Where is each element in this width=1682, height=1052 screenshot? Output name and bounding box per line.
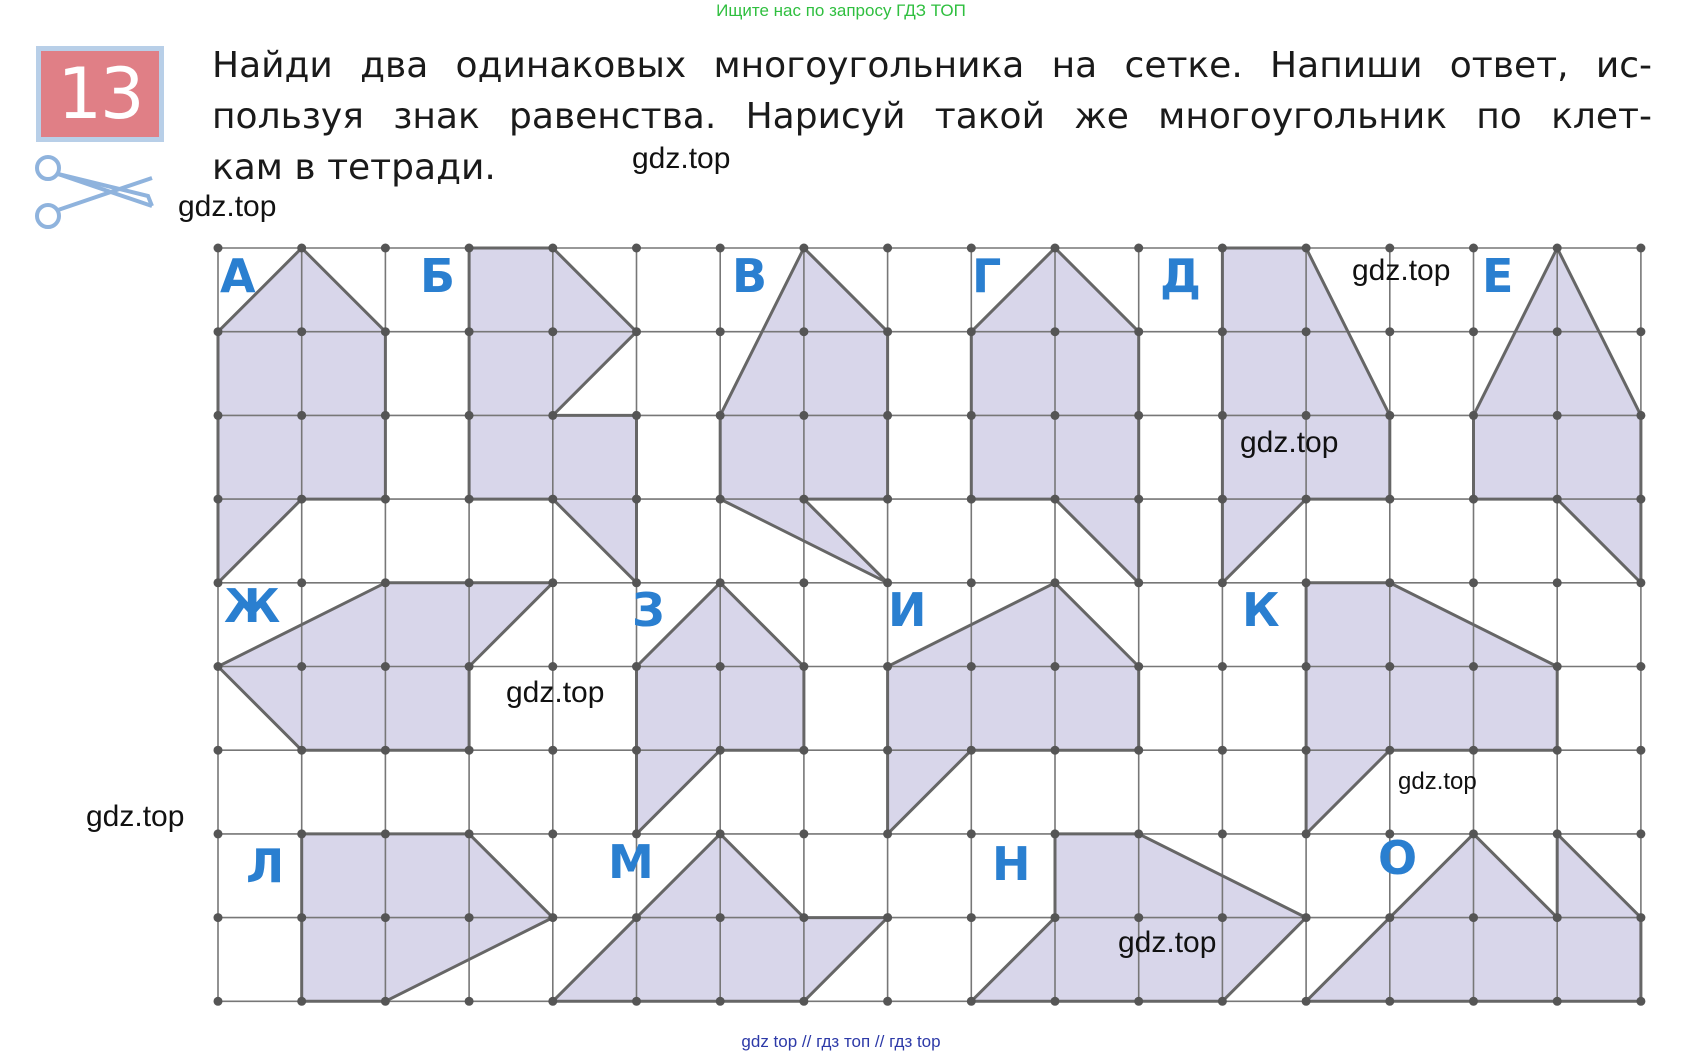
grid-node <box>883 495 892 504</box>
figure-label-z: З <box>632 583 665 637</box>
figure-label-o: О <box>1378 831 1418 885</box>
grid-node <box>1553 829 1562 838</box>
grid-node <box>1051 662 1060 671</box>
grid-node <box>1636 662 1645 671</box>
grid-node <box>297 997 306 1006</box>
grid-node <box>632 662 641 671</box>
grid-node <box>799 746 808 755</box>
grid-node <box>214 997 223 1006</box>
grid-node <box>1469 746 1478 755</box>
grid-node <box>1469 829 1478 838</box>
grid-node <box>214 495 223 504</box>
grid-node <box>214 746 223 755</box>
grid-node <box>1553 913 1562 922</box>
figure-label-l: Л <box>246 839 285 893</box>
grid-node <box>1134 913 1143 922</box>
figure-label-a: А <box>220 249 256 303</box>
grid-node <box>1636 997 1645 1006</box>
grid-node <box>967 327 976 336</box>
grid-node <box>1302 327 1311 336</box>
top-note: Ищите нас по запросу ГДЗ ТОП <box>716 1 966 20</box>
grid-node <box>883 411 892 420</box>
grid-node <box>716 662 725 671</box>
grid-node <box>1051 495 1060 504</box>
grid-node <box>967 495 976 504</box>
grid-node <box>1385 662 1394 671</box>
grid-node <box>1134 327 1143 336</box>
grid-node <box>548 829 557 838</box>
grid-node <box>716 578 725 587</box>
grid-node <box>548 997 557 1006</box>
grid-node <box>465 829 474 838</box>
grid-node <box>883 244 892 253</box>
watermark: gdz.top <box>1398 768 1477 795</box>
grid-node <box>297 327 306 336</box>
grid-node <box>1051 578 1060 587</box>
grid-node <box>1469 411 1478 420</box>
grid-node <box>1302 997 1311 1006</box>
grid-node <box>1051 997 1060 1006</box>
grid-node <box>548 495 557 504</box>
grid-node <box>465 746 474 755</box>
grid-node <box>297 411 306 420</box>
figure-label-i: И <box>888 583 927 637</box>
task-number: 13 <box>57 53 143 135</box>
grid-node <box>716 829 725 838</box>
figure-label-v: В <box>732 249 768 303</box>
grid-node <box>799 997 808 1006</box>
grid-node <box>548 411 557 420</box>
grid-node <box>883 746 892 755</box>
grid-node <box>548 746 557 755</box>
grid-node <box>1218 411 1227 420</box>
grid-node <box>883 913 892 922</box>
grid-node <box>297 662 306 671</box>
grid-node <box>1302 244 1311 253</box>
grid-node <box>799 829 808 838</box>
grid-node <box>1051 327 1060 336</box>
grid-node <box>214 578 223 587</box>
grid-node <box>632 495 641 504</box>
grid-node <box>297 495 306 504</box>
grid-node <box>465 662 474 671</box>
grid-node <box>1385 244 1394 253</box>
grid-node <box>1553 327 1562 336</box>
grid-node <box>1218 662 1227 671</box>
grid-node <box>465 997 474 1006</box>
grid-node <box>1385 913 1394 922</box>
grid-node <box>1385 578 1394 587</box>
grid-node <box>1302 495 1311 504</box>
grid-node <box>465 244 474 253</box>
grid-node <box>1469 913 1478 922</box>
figure-label-m: М <box>608 835 654 889</box>
grid-node <box>381 495 390 504</box>
watermark: gdz.top <box>632 142 731 175</box>
grid-node <box>1218 327 1227 336</box>
grid-node <box>883 327 892 336</box>
grid-node <box>1134 997 1143 1006</box>
grid-node <box>1636 244 1645 253</box>
grid-node <box>1134 578 1143 587</box>
grid-node <box>1553 578 1562 587</box>
grid-node <box>381 411 390 420</box>
grid-node <box>381 327 390 336</box>
grid-node <box>1469 495 1478 504</box>
grid-node <box>716 411 725 420</box>
grid-node <box>297 244 306 253</box>
figure-label-d: Д <box>1160 249 1201 303</box>
figure-label-b: Б <box>420 249 456 303</box>
grid-node <box>1218 244 1227 253</box>
grid-node <box>799 662 808 671</box>
task-text-line: пользуя знак равенства. Нарисуй такой же многоугольник по клет- <box>212 96 1652 137</box>
figure-label-g: Г <box>972 249 1002 303</box>
grid-node <box>799 327 808 336</box>
grid-node <box>883 997 892 1006</box>
grid-node <box>1134 495 1143 504</box>
grid-node <box>297 578 306 587</box>
grid-node <box>967 997 976 1006</box>
grid-node <box>1636 327 1645 336</box>
grid-node <box>799 244 808 253</box>
grid-node <box>1553 244 1562 253</box>
grid-node <box>548 913 557 922</box>
grid-node <box>381 829 390 838</box>
grid-node <box>1134 829 1143 838</box>
task-text-line: Найди два одинаковых многоугольника на сетке. Напиши ответ, ис- <box>212 45 1652 86</box>
grid-node <box>1469 997 1478 1006</box>
grid-node <box>1218 829 1227 838</box>
grid-node <box>1051 829 1060 838</box>
grid-node <box>799 495 808 504</box>
grid-node <box>297 746 306 755</box>
grid-node <box>716 495 725 504</box>
grid-node <box>799 913 808 922</box>
grid-node <box>1134 746 1143 755</box>
grid-node <box>1051 746 1060 755</box>
grid-node <box>1553 997 1562 1006</box>
watermark: gdz.top <box>1240 426 1339 459</box>
grid-node <box>1636 578 1645 587</box>
grid-node <box>297 829 306 838</box>
shapes-layer <box>218 248 1641 1001</box>
grid-node <box>1636 495 1645 504</box>
watermark: gdz.top <box>506 676 605 709</box>
grid-node <box>214 662 223 671</box>
grid-node <box>381 913 390 922</box>
grid-node <box>1218 997 1227 1006</box>
watermark: gdz.top <box>1118 926 1217 959</box>
footer-note: gdz top // гдз топ // гдз top <box>741 1032 941 1051</box>
grid-node <box>381 746 390 755</box>
grid-node <box>1385 997 1394 1006</box>
grid-node <box>381 997 390 1006</box>
grid-node <box>1553 662 1562 671</box>
grid-node <box>381 578 390 587</box>
grid-node <box>1051 244 1060 253</box>
grid-node <box>465 578 474 587</box>
grid-node <box>465 913 474 922</box>
grid-node <box>1302 746 1311 755</box>
grid-node <box>1385 746 1394 755</box>
grid-node <box>1302 411 1311 420</box>
grid-node <box>1636 913 1645 922</box>
grid-node <box>214 411 223 420</box>
grid-node <box>1469 327 1478 336</box>
grid-node <box>716 327 725 336</box>
grid-node <box>1385 495 1394 504</box>
grid-node <box>716 244 725 253</box>
grid-node <box>632 913 641 922</box>
figure-label-k: К <box>1242 583 1280 637</box>
grid-node <box>548 244 557 253</box>
grid-node <box>1469 578 1478 587</box>
grid-node <box>716 997 725 1006</box>
grid-node <box>1553 411 1562 420</box>
figure-label-n: Н <box>992 837 1031 891</box>
grid-node <box>214 913 223 922</box>
grid-node <box>1134 244 1143 253</box>
grid-node <box>632 411 641 420</box>
grid-node <box>1469 662 1478 671</box>
grid-node <box>214 829 223 838</box>
watermark: gdz.top <box>178 190 277 223</box>
grid-node <box>1218 578 1227 587</box>
grid-node <box>1636 746 1645 755</box>
grid-node <box>381 244 390 253</box>
grid-node <box>1302 913 1311 922</box>
grid-node <box>1218 913 1227 922</box>
grid-node <box>548 327 557 336</box>
grid-node <box>632 746 641 755</box>
grid-node <box>1134 662 1143 671</box>
grid-node <box>799 411 808 420</box>
grid-node <box>967 829 976 838</box>
grid-node <box>1302 829 1311 838</box>
grid-node <box>967 913 976 922</box>
grid-node <box>1051 411 1060 420</box>
grid-node <box>548 662 557 671</box>
grid-node <box>967 578 976 587</box>
figure-label-e: Е <box>1482 249 1514 303</box>
grid-node <box>465 495 474 504</box>
grid-node <box>967 662 976 671</box>
grid-node <box>1218 495 1227 504</box>
watermark: gdz.top <box>1352 254 1451 287</box>
task-text-line: кам в тетради. <box>212 147 496 188</box>
grid-node <box>632 244 641 253</box>
grid-node <box>1385 411 1394 420</box>
grid-node <box>1134 411 1143 420</box>
grid-node <box>967 411 976 420</box>
grid-node <box>214 327 223 336</box>
figure-label-zh: Ж <box>224 579 281 633</box>
grid-node <box>1469 244 1478 253</box>
grid-node <box>1051 913 1060 922</box>
grid-node <box>716 746 725 755</box>
grid-node <box>1302 578 1311 587</box>
grid-node <box>632 997 641 1006</box>
grid-node <box>1385 327 1394 336</box>
grid-node <box>716 913 725 922</box>
grid-node <box>1302 662 1311 671</box>
grid-node <box>297 913 306 922</box>
grid-node <box>465 411 474 420</box>
grid-node <box>381 662 390 671</box>
grid-node <box>632 327 641 336</box>
watermark: gdz.top <box>86 800 185 833</box>
grid-node <box>799 578 808 587</box>
grid-node <box>883 829 892 838</box>
grid-node <box>1553 495 1562 504</box>
grid-node <box>1553 746 1562 755</box>
grid-node <box>967 746 976 755</box>
grid-node <box>465 327 474 336</box>
grid-node <box>1636 829 1645 838</box>
grid-node <box>548 578 557 587</box>
grid-node <box>883 662 892 671</box>
grid-node <box>1218 746 1227 755</box>
grid-node <box>1636 411 1645 420</box>
